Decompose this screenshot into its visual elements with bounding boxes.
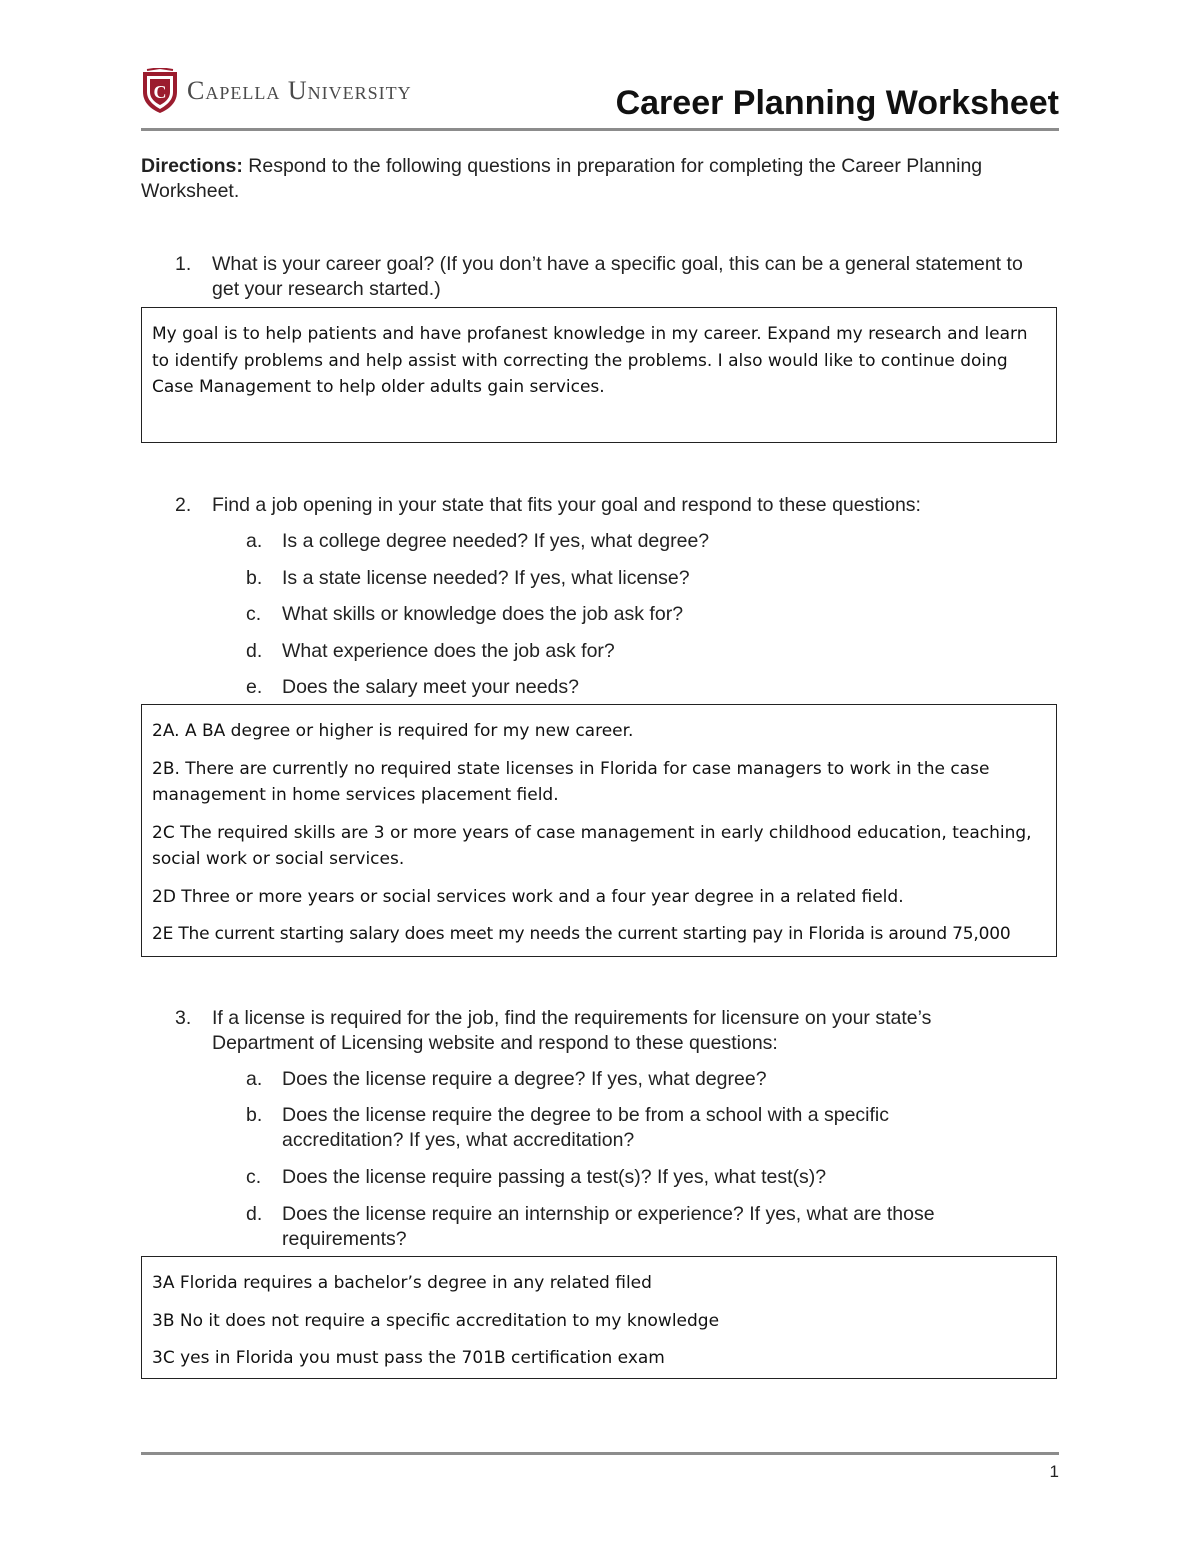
answer-3b: 3B No it does not require a specific accreditation to my knowledge bbox=[152, 1310, 720, 1331]
answer-text: My goal is to help patients and have profanest knowledge in my career. Expand my research and learn to identify problems and help assist with correcting the problems. I also would like to continue doing Case Management to help older adults gain services. bbox=[152, 324, 1028, 397]
sub-letter: c. bbox=[246, 1166, 262, 1188]
sub-text: Does the license require an internship or experience? If yes, what are those requirements? bbox=[282, 1203, 935, 1250]
question-number: 3. bbox=[175, 1007, 192, 1029]
directions-label: Directions: bbox=[141, 155, 243, 177]
directions-text: Respond to the following questions in preparation for completing the Career Planning Worksheet. bbox=[141, 155, 983, 202]
answer-2a: 2A. A BA degree or higher is required for my new career. bbox=[152, 721, 634, 741]
answer-2d: 2D Three or more years or social services work and a four year degree in a related field. bbox=[152, 886, 904, 907]
sub-letter: b. bbox=[246, 1104, 263, 1126]
university-logo bbox=[141, 68, 412, 114]
sub-text: What skills or knowledge does the job ask for? bbox=[282, 603, 684, 625]
sub-question bbox=[246, 675, 1002, 700]
sub-question bbox=[246, 529, 1002, 554]
shield-icon bbox=[141, 68, 179, 114]
question-text: If a license is required for the job, find the requirements for licensure on your state’s Department of Licensing website and respond to these questions: bbox=[212, 1007, 932, 1054]
answer-3c: 3C yes in Florida you must pass the 701B certification exam bbox=[152, 1348, 665, 1368]
sub-text: Does the salary meet your needs? bbox=[282, 676, 579, 698]
header-divider bbox=[141, 128, 1059, 131]
sub-text: Does the license require a degree? If yes, what degree? bbox=[282, 1068, 767, 1090]
sub-question bbox=[246, 639, 1002, 664]
sub-question bbox=[246, 1165, 1002, 1190]
answer-box-1[interactable] bbox=[141, 307, 1057, 443]
question-1 bbox=[175, 252, 1032, 302]
question-2 bbox=[175, 493, 1032, 518]
page-header bbox=[141, 68, 1059, 130]
sub-letter: e. bbox=[246, 676, 263, 698]
question-text: Find a job opening in your state that fits your goal and respond to these questions: bbox=[212, 494, 921, 516]
question-3 bbox=[175, 1006, 1032, 1056]
question-number: 1. bbox=[175, 253, 192, 275]
svg-text:C: C bbox=[153, 82, 167, 102]
sub-text: Does the license require passing a test(s)? If yes, what test(s)? bbox=[282, 1166, 827, 1188]
page-number: 1 bbox=[1049, 1462, 1059, 1481]
sub-question bbox=[246, 566, 1002, 591]
sub-question bbox=[246, 1067, 1002, 1092]
answer-2e: 2E The current starting salary does meet my needs the current starting pay in Florida is around 75,000 bbox=[152, 924, 1011, 944]
sub-letter: a. bbox=[246, 530, 263, 552]
sub-text: Is a college degree needed? If yes, what degree? bbox=[282, 530, 710, 552]
question-number: 2. bbox=[175, 494, 192, 516]
sub-letter: c. bbox=[246, 603, 262, 625]
answer-box-2[interactable] bbox=[141, 704, 1057, 957]
page-title: Career Planning Worksheet bbox=[615, 84, 1059, 122]
answer-box-3[interactable] bbox=[141, 1256, 1057, 1379]
sub-question bbox=[246, 602, 1002, 627]
answer-2b: 2B. There are currently no required state licenses in Florida for case managers to work in the case management in home services placement field. bbox=[152, 758, 990, 805]
sub-text: Does the license require the degree to be from a school with a specific accreditation? If yes, what accreditation? bbox=[282, 1104, 889, 1151]
answer-3a: 3A Florida requires a bachelor’s degree in any related filed bbox=[152, 1273, 652, 1293]
university-name: Capella University bbox=[187, 76, 412, 105]
sub-question bbox=[246, 1103, 1002, 1153]
answer-2c: 2C The required skills are 3 or more years of case management in early childhood education, teaching, social work or social services. bbox=[152, 822, 1032, 869]
directions bbox=[141, 154, 1041, 204]
sub-letter: b. bbox=[246, 567, 263, 589]
sub-letter: d. bbox=[246, 640, 263, 662]
footer-divider bbox=[141, 1452, 1059, 1455]
sub-text: What experience does the job ask for? bbox=[282, 640, 615, 662]
sub-question bbox=[246, 1202, 1002, 1252]
sub-letter: a. bbox=[246, 1068, 263, 1090]
sub-text: Is a state license needed? If yes, what license? bbox=[282, 567, 690, 589]
sub-letter: d. bbox=[246, 1203, 263, 1225]
question-text: What is your career goal? (If you don’t have a specific goal, this can be a general statement to get your research started.) bbox=[212, 253, 1023, 300]
